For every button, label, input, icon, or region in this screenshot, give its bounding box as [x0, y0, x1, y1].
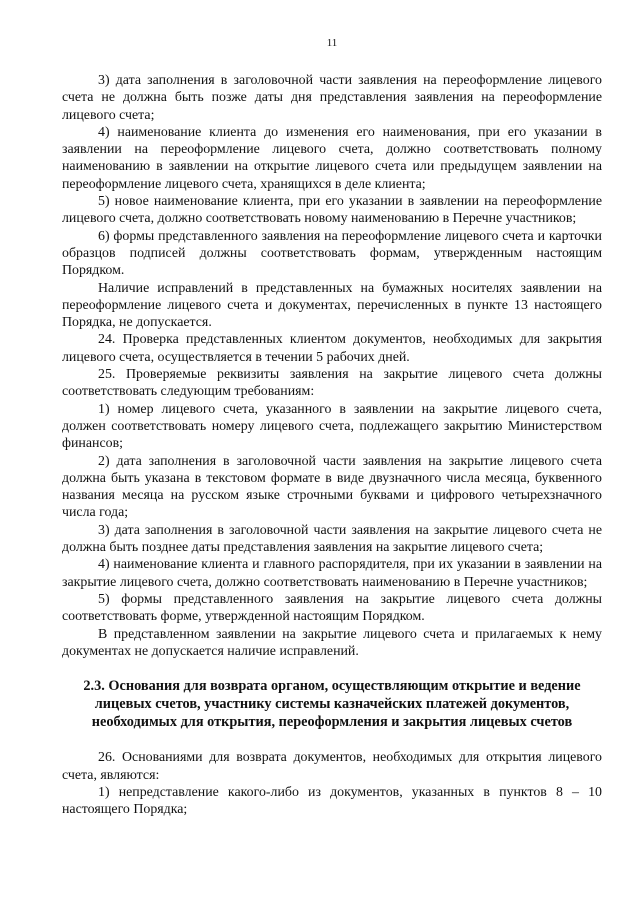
paragraph-25-5: 5) формы представленного заявления на закрытие лицевого счета должны соответствовать форме, утвержденной настоящим Порядком. — [62, 591, 602, 625]
paragraph-26-1: 1) непредставление какого-либо из документов, указанных в пунктов 8 – 10 настоящего Порядка; — [62, 785, 602, 818]
paragraph-24: 24. Проверка представленных клиентом документов, необходимых для закрытия лицевого счета, осуществляется в течении 5 рабочих дней. — [62, 332, 602, 365]
paragraph-25-1: 1) номер лицевого счета, указанного в заявлении на закрытие лицевого счета, должен соответствовать номеру лицевого счета, подлежащего закрытию Министерством финансов; — [62, 401, 602, 452]
paragraph-23-5: 5) новое наименование клиента, при его указании в заявлении на переоформление лицевого счета, должно соответствовать новому наименованию в Перечне участников; — [62, 194, 602, 227]
page-number: 11 — [326, 37, 338, 49]
paragraph-23-6: 6) формы представленного заявления на переоформление лицевого счета и карточки образцов подписей должны соответствовать формам, утвержденным настоящим Порядком. — [62, 228, 602, 279]
paragraph-23-4: 4) наименование клиента до изменения его наименования, при его указании в заявлении на переоформление лицевого счета, должно соответствовать полному наименованию в заявлении на открытие лицевого счета или предыдущем заявлении на переоформление лицевого счета, хранящихся в деле клиента; — [62, 124, 602, 192]
body-text-before-heading — [62, 72, 602, 660]
paragraph-23-3: 3) дата заполнения в заголовочной части заявления на переоформление лицевого счета не должна быть позже даты дня представления заявления на переоформление лицевого счета; — [62, 73, 602, 123]
paragraph-25-3: 3) дата заполнения в заголовочной части заявления на закрытие лицевого счета не должна быть позднее даты представления заявления на закрытие лицевого счета; — [62, 522, 602, 556]
paragraph-25-2: 2) дата заполнения в заголовочной части заявления на закрытие лицевого счета должна быть указана в текстовом формате в виде двузначного числа месяца, буквенного названия месяца на русском языке строчными буквами и цифрового четырехзначного числа года; — [62, 453, 602, 521]
paragraph-corrections-closure: В представленном заявлении на закрытие лицевого счета и прилагаемых к нему документах не допускается наличие исправлений. — [62, 626, 602, 659]
section-heading: 2.3. Основания для возврата органом, осуществляющим открытие и ведение лицевых счетов, участнику системы казначейских платежей документов, необходимых для открытия, переоформления и закрытия лицевых счетов — [83, 678, 581, 730]
paragraph-25: 25. Проверяемые реквизиты заявления на закрытие лицевого счета должны соответствовать следующим требованиям: — [62, 367, 602, 400]
paragraph-25-4: 4) наименование клиента и главного распорядителя, при их указании в заявлении на закрытие лицевого счета, должно соответствовать наименованию в Перечне участников; — [62, 557, 602, 590]
paragraph-26: 26. Основаниями для возврата документов, необходимых для открытия лицевого счета, являются: — [62, 750, 602, 783]
body-text-after-heading — [62, 749, 602, 818]
paragraph-corrections-reissue: Наличие исправлений в представленных на бумажных носителях заявлении на переоформление лицевого счета и документах, перечисленных в пункте 13 настоящего Порядка, не допускается. — [62, 280, 602, 331]
